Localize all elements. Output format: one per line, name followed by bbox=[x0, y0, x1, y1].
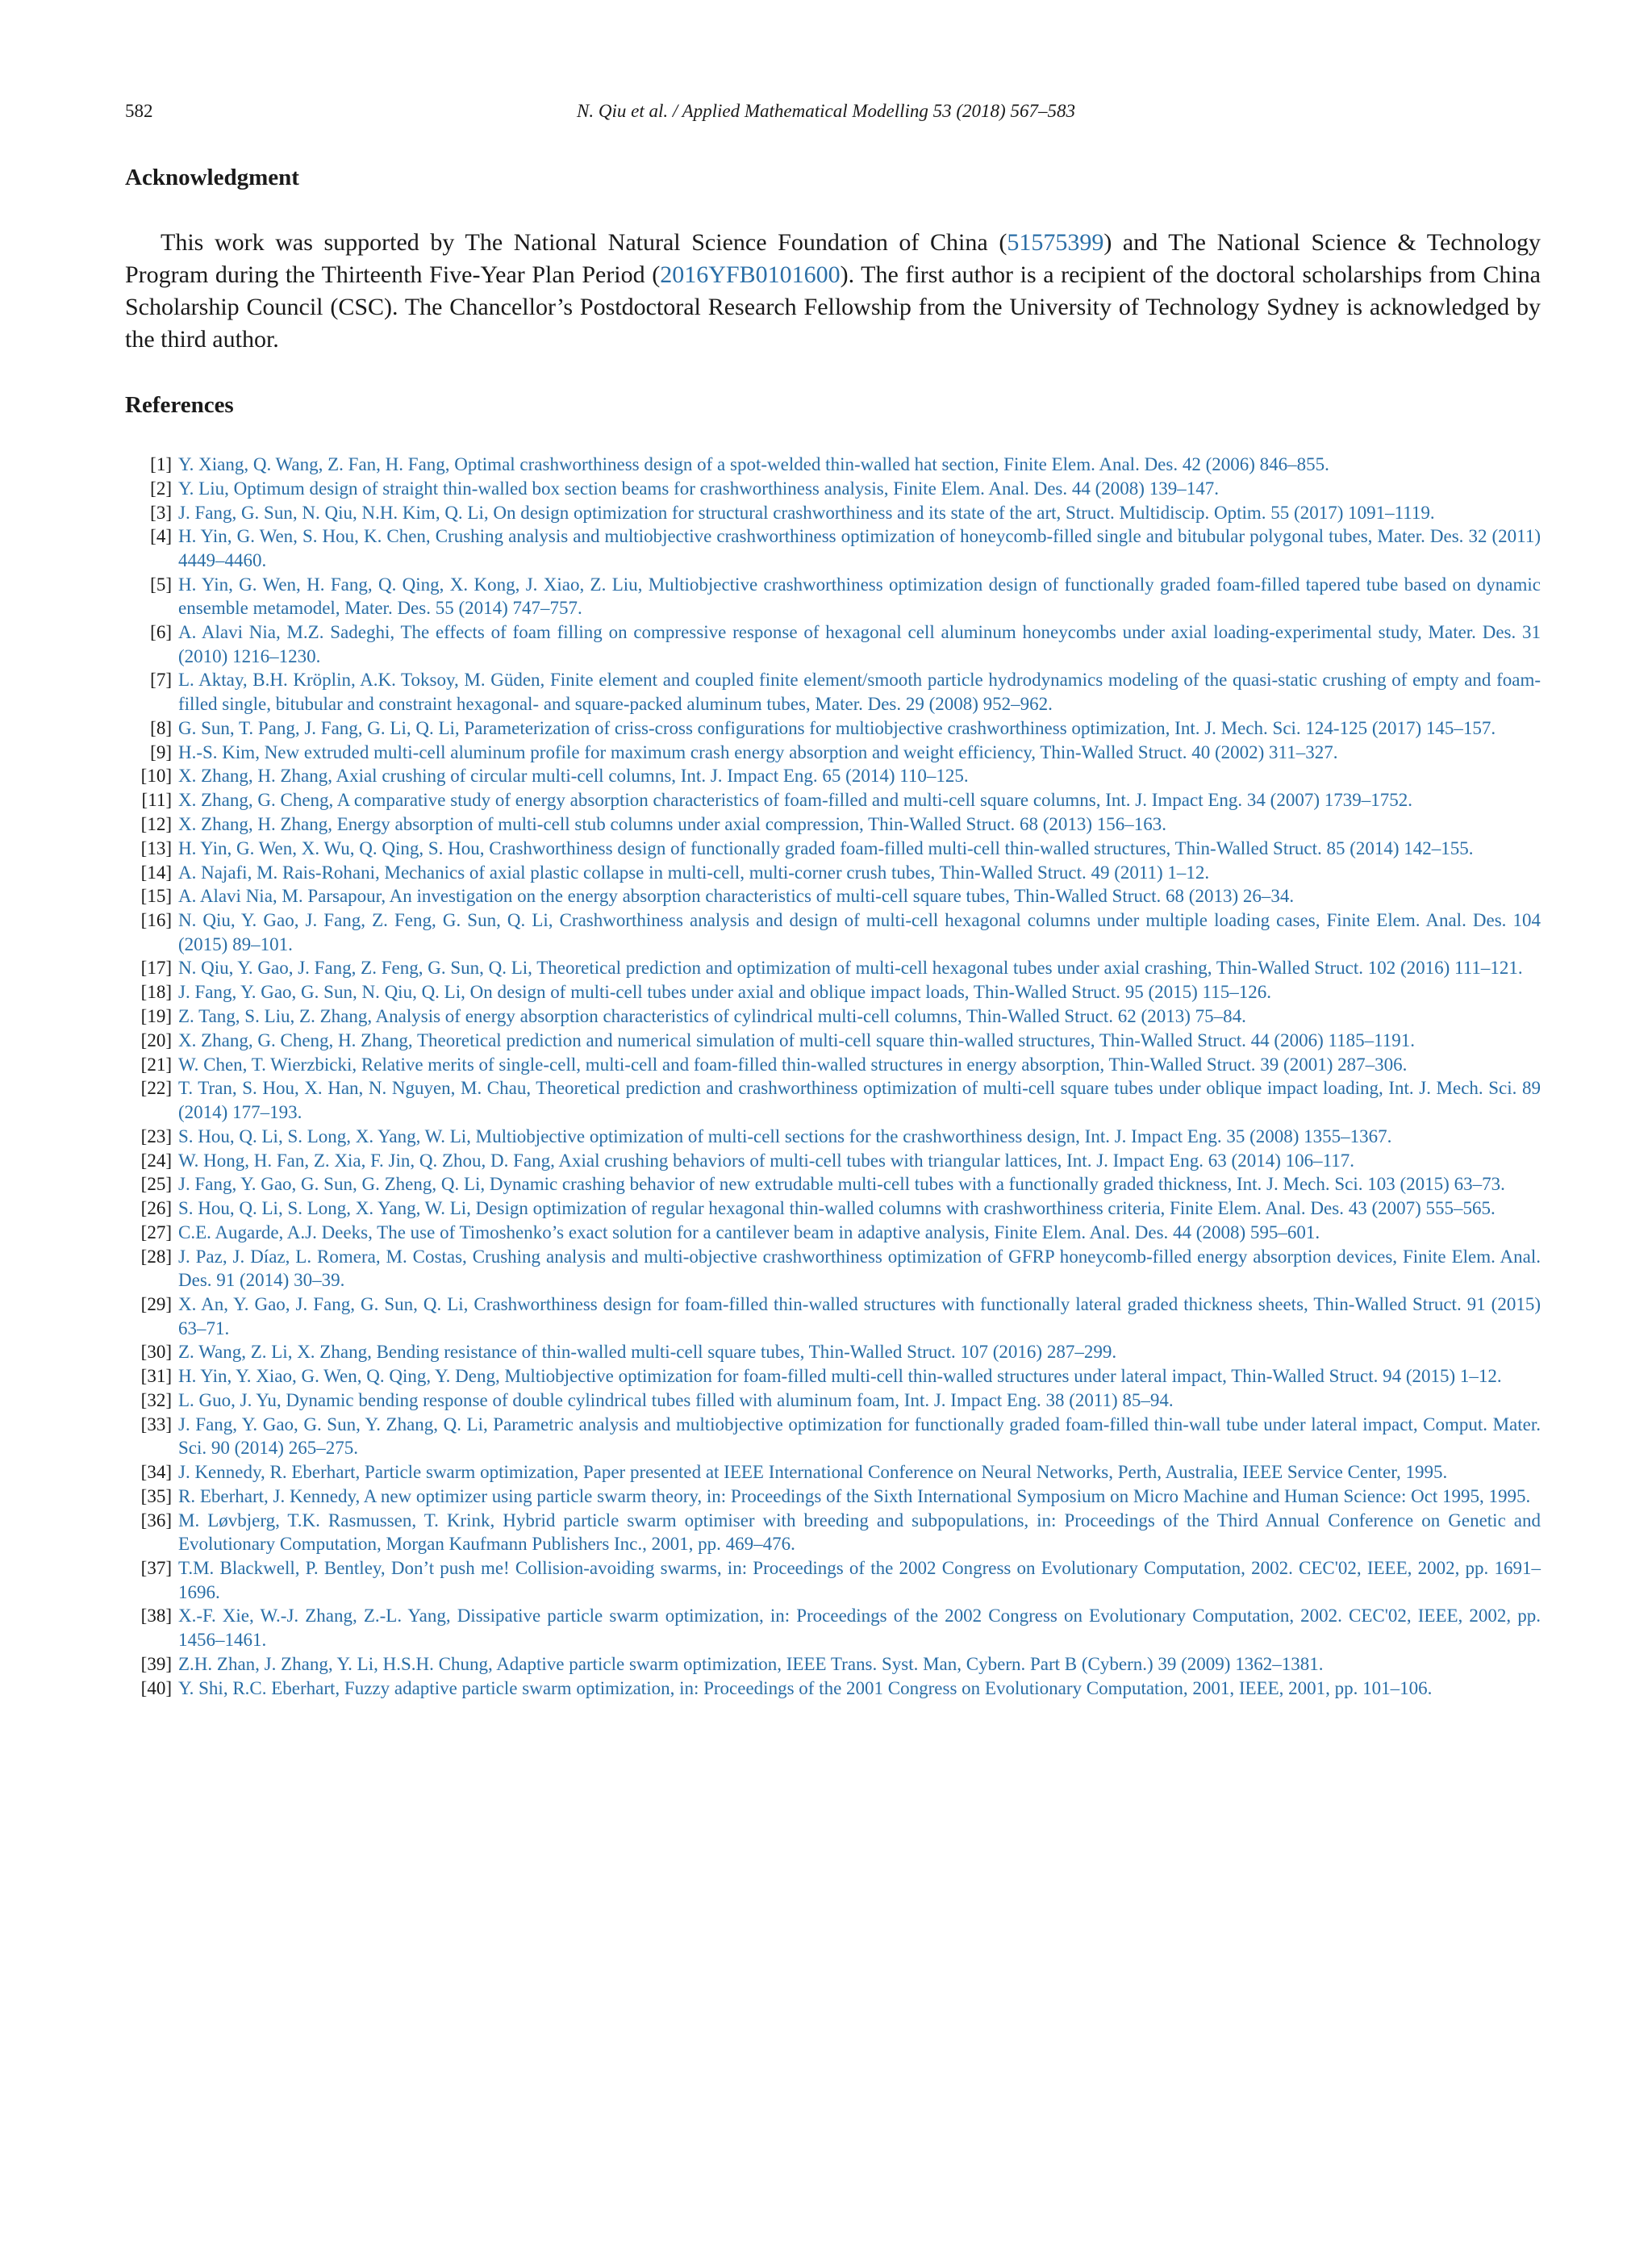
reference-link[interactable]: Y. Xiang, Q. Wang, Z. Fan, H. Fang, Optimal crashworthiness design of a spot-welded thin-walled hat section, Finite Elem. Anal. Des. 42 (2006) 846–855. bbox=[178, 454, 1329, 474]
reference-item bbox=[125, 1604, 1541, 1652]
reference-item bbox=[125, 573, 1541, 620]
reference-number: [36] bbox=[140, 1510, 172, 1530]
reference-number: [29] bbox=[140, 1294, 172, 1315]
reference-item bbox=[125, 1053, 1541, 1077]
reference-item bbox=[125, 1460, 1541, 1485]
reference-link[interactable]: Z. Wang, Z. Li, X. Zhang, Bending resistance of thin-walled multi-cell square tubes, Thin-Walled Struct. 107 (2016) 287–299. bbox=[178, 1342, 1117, 1363]
reference-link[interactable]: W. Hong, H. Fan, Z. Xia, F. Jin, Q. Zhou, D. Fang, Axial crushing behaviors of multi-cell tubes with triangular lattices, Int. J. Impact Eng. 63 (2014) 106–117. bbox=[178, 1150, 1355, 1171]
reference-number: [34] bbox=[140, 1462, 172, 1483]
reference-number: [3] bbox=[150, 502, 172, 523]
reference-link[interactable]: H. Yin, Y. Xiao, G. Wen, Q. Qing, Y. Deng, Multiobjective optimization for foam-filled multi-cell thin-walled structures under lateral impact, Thin-Walled Struct. 94 (2015) 1–12. bbox=[178, 1366, 1502, 1387]
reference-number: [1] bbox=[150, 454, 172, 474]
reference-number: [33] bbox=[140, 1414, 172, 1434]
reference-item bbox=[125, 501, 1541, 525]
reference-item bbox=[125, 1556, 1541, 1604]
reference-link[interactable]: W. Chen, T. Wierzbicki, Relative merits of single-cell, multi-cell and foam-filled thin-walled structures in energy absorption, Thin-Walled Struct. 39 (2001) 287–306. bbox=[178, 1054, 1408, 1075]
reference-number: [20] bbox=[140, 1029, 172, 1050]
reference-item bbox=[125, 1652, 1541, 1677]
reference-number: [27] bbox=[140, 1221, 172, 1242]
reference-number: [14] bbox=[140, 862, 172, 883]
reference-item bbox=[125, 1292, 1541, 1340]
reference-link[interactable]: L. Guo, J. Yu, Dynamic bending response of double cylindrical tubes filled with aluminum foam, Int. J. Impact Eng. 38 (2011) 85–94. bbox=[178, 1389, 1174, 1410]
reference-link[interactable]: H.-S. Kim, New extruded multi-cell aluminum profile for maximum crash energy absorption and weight efficiency, Thin-Walled Struct. 40 (2002) 311–327. bbox=[178, 741, 1338, 762]
reference-link[interactable]: T. Tran, S. Hou, X. Han, N. Nguyen, M. Chau, Theoretical prediction and crashworthiness optimization of multi-cell square tubes under oblique impact loading, Int. J. Mech. Sci. 89 (2014) 177–193. bbox=[178, 1078, 1541, 1122]
reference-link[interactable]: Y. Liu, Optimum design of straight thin-walled box section beams for crashworthiness analysis, Finite Elem. Anal. Des. 44 (2008) 139–147. bbox=[178, 478, 1219, 499]
ack-text-2: ) and The National Science & Technology Program during the Thirteenth Five-Year Plan Period ( bbox=[125, 229, 1541, 288]
reference-link[interactable]: Z.H. Zhan, J. Zhang, Y. Li, H.S.H. Chung, Adaptive particle swarm optimization, IEEE Trans. Syst. Man, Cybern. Part B (Cybern.) 39 (2009) 1362–1381. bbox=[178, 1653, 1324, 1674]
reference-item bbox=[125, 980, 1541, 1004]
reference-item bbox=[125, 764, 1541, 788]
reference-link[interactable]: R. Eberhart, J. Kennedy, A new optimizer using particle swarm theory, in: Proceedings of the Sixth International Symposium on Micro Machine and Human Science: Oct 1995, 1995. bbox=[178, 1485, 1531, 1506]
reference-item bbox=[125, 837, 1541, 861]
reference-link[interactable]: M. Løvbjerg, T.K. Rasmussen, T. Krink, Hybrid particle swarm optimiser with breeding and subpopulations, in: Proceedings of the Third Annual Conference on Genetic and Evolutionary Computation, Morgan Kaufmann Publishers Inc., 2001, pp. 469–476. bbox=[178, 1510, 1541, 1555]
reference-number: [31] bbox=[140, 1366, 172, 1387]
reference-link[interactable]: X. Zhang, H. Zhang, Energy absorption of multi-cell stub columns under axial compression, Thin-Walled Struct. 68 (2013) 156–163. bbox=[178, 813, 1167, 834]
acknowledgment-heading: Acknowledgment bbox=[125, 165, 299, 190]
reference-number: [4] bbox=[150, 526, 172, 547]
reference-number: [19] bbox=[140, 1006, 172, 1027]
reference-item bbox=[125, 788, 1541, 812]
grant-link-2[interactable]: 2016YFB0101600 bbox=[660, 261, 841, 288]
reference-number: [15] bbox=[140, 886, 172, 907]
reference-number: [8] bbox=[150, 717, 172, 738]
reference-item bbox=[125, 908, 1541, 956]
reference-number: [10] bbox=[140, 766, 172, 787]
reference-number: [12] bbox=[140, 813, 172, 834]
reference-item bbox=[125, 668, 1541, 716]
reference-link[interactable]: J. Fang, Y. Gao, G. Sun, G. Zheng, Q. Li, Dynamic crashing behavior of new extrudable multi-cell tubes with a functionally graded thickness, Int. J. Mech. Sci. 103 (2015) 63–73. bbox=[178, 1174, 1505, 1195]
reference-link[interactable]: J. Paz, J. Díaz, L. Romera, M. Costas, Crushing analysis and multi-objective crashworthiness optimization of GFRP honeycomb-filled energy absorption devices, Finite Elem. Anal. Des. 91 (2014) 30–39. bbox=[178, 1246, 1541, 1291]
reference-link[interactable]: H. Yin, G. Wen, H. Fang, Q. Qing, X. Kong, J. Xiao, Z. Liu, Multiobjective crashworthiness optimization design of functionally graded foam-filled tapered tube based on dynamic ensemble metamodel, Mater. Des. 55 (2014) 747–757. bbox=[178, 574, 1541, 619]
reference-link[interactable]: J. Fang, Y. Gao, G. Sun, Y. Zhang, Q. Li, Parametric analysis and multiobjective optimization for functionally graded foam-filled thin-wall tube under lateral impact, Comput. Mater. Sci. 90 (2014) 265–275. bbox=[178, 1414, 1541, 1459]
reference-number: [22] bbox=[140, 1078, 172, 1099]
reference-number: [32] bbox=[140, 1389, 172, 1410]
reference-item bbox=[125, 1364, 1541, 1388]
reference-item bbox=[125, 1677, 1541, 1701]
reference-item bbox=[125, 1245, 1541, 1292]
reference-item bbox=[125, 1076, 1541, 1124]
ack-text-1: This work was supported by The National Natural Science Foundation of China ( bbox=[161, 229, 1007, 256]
reference-item bbox=[125, 1149, 1541, 1173]
reference-item bbox=[125, 1029, 1541, 1053]
grant-link-1[interactable]: 51575399 bbox=[1007, 229, 1104, 256]
reference-link[interactable]: G. Sun, T. Pang, J. Fang, G. Li, Q. Li, Parameterization of criss-cross configurations for multiobjective crashworthiness optimization, Int. J. Mech. Sci. 124-125 (2017) 145–157. bbox=[178, 717, 1496, 738]
reference-link[interactable]: H. Yin, G. Wen, X. Wu, Q. Qing, S. Hou, Crashworthiness design of functionally graded foam-filled multi-cell thin-walled structures, Thin-Walled Struct. 85 (2014) 142–155. bbox=[178, 837, 1474, 858]
reference-link[interactable]: N. Qiu, Y. Gao, J. Fang, Z. Feng, G. Sun, Q. Li, Crashworthiness analysis and design of multi-cell hexagonal columns under multiple loading cases, Finite Elem. Anal. Des. 104 (2015) 89–101. bbox=[178, 910, 1541, 954]
reference-link[interactable]: X. Zhang, G. Cheng, A comparative study of energy absorption characteristics of foam-filled and multi-cell square columns, Int. J. Impact Eng. 34 (2007) 1739–1752. bbox=[178, 790, 1412, 811]
reference-item bbox=[125, 620, 1541, 668]
reference-link[interactable]: X. Zhang, G. Cheng, H. Zhang, Theoretical prediction and numerical simulation of multi-cell square thin-walled structures, Thin-Walled Struct. 44 (2006) 1185–1191. bbox=[178, 1029, 1416, 1050]
reference-item bbox=[125, 1221, 1541, 1245]
reference-item bbox=[125, 812, 1541, 837]
reference-number: [11] bbox=[141, 790, 172, 811]
reference-item bbox=[125, 453, 1541, 477]
reference-link[interactable]: X. Zhang, H. Zhang, Axial crushing of circular multi-cell columns, Int. J. Impact Eng. 65 (2014) 110–125. bbox=[178, 766, 969, 787]
reference-item bbox=[125, 524, 1541, 572]
reference-number: [28] bbox=[140, 1246, 172, 1267]
reference-item bbox=[125, 716, 1541, 741]
reference-link[interactable]: T.M. Blackwell, P. Bentley, Don’t push me! Collision-avoiding swarms, in: Proceedings of the 2002 Congress on Evolutionary Computation, 2002. CEC'02, IEEE, 2002, pp. 1691–1696. bbox=[178, 1558, 1541, 1602]
acknowledgment-paragraph bbox=[125, 227, 1541, 356]
reference-link[interactable]: X.-F. Xie, W.-J. Zhang, Z.-L. Yang, Dissipative particle swarm optimization, in: Proceedings of the 2002 Congress on Evolutionary Computation, 2002. CEC'02, IEEE, 2002, pp. 1456–1461. bbox=[178, 1606, 1541, 1651]
reference-item bbox=[125, 884, 1541, 908]
running-head: N. Qiu et al. / Applied Mathematical Modelling 53 (2018) 567–583 bbox=[577, 101, 1075, 121]
reference-number: [5] bbox=[150, 574, 172, 595]
reference-item bbox=[125, 1125, 1541, 1149]
reference-number: [40] bbox=[140, 1677, 172, 1698]
reference-link[interactable]: S. Hou, Q. Li, S. Long, X. Yang, W. Li, Design optimization of regular hexagonal thin-walled columns with crashworthiness criteria, Finite Elem. Anal. Des. 43 (2007) 555–565. bbox=[178, 1198, 1496, 1219]
reference-item bbox=[125, 861, 1541, 885]
reference-item bbox=[125, 1004, 1541, 1029]
reference-number: [25] bbox=[140, 1174, 172, 1195]
reference-number: [9] bbox=[150, 741, 172, 762]
reference-number: [6] bbox=[150, 622, 172, 643]
reference-number: [30] bbox=[140, 1342, 172, 1363]
reference-item bbox=[125, 1196, 1541, 1221]
reference-link[interactable]: L. Aktay, B.H. Kröplin, A.K. Toksoy, M. Güden, Finite element and coupled finite element/smooth particle hydrodynamics modeling of the quasi-static crushing of empty and foam-filled single, bitubular and constraint hexagonal- and square-packed aluminum tubes, Mater. Des. 29 (2008) 952–962. bbox=[178, 670, 1541, 715]
reference-number: [39] bbox=[140, 1653, 172, 1674]
reference-item bbox=[125, 1413, 1541, 1460]
reference-number: [21] bbox=[140, 1054, 172, 1075]
reference-number: [35] bbox=[140, 1485, 172, 1506]
reference-link[interactable]: Z. Tang, S. Liu, Z. Zhang, Analysis of energy absorption characteristics of cylindrical multi-cell columns, Thin-Walled Struct. 62 (2013) 75–84. bbox=[178, 1006, 1246, 1027]
reference-item bbox=[125, 1340, 1541, 1364]
reference-item bbox=[125, 1172, 1541, 1196]
reference-number: [24] bbox=[140, 1150, 172, 1171]
reference-number: [37] bbox=[140, 1558, 172, 1579]
reference-link[interactable]: A. Alavi Nia, M.Z. Sadeghi, The effects of foam filling on compressive response of hexagonal cell aluminum honeycombs under axial loading-experimental study, Mater. Des. 31 (2010) 1216–1230. bbox=[178, 622, 1541, 666]
reference-number: [18] bbox=[140, 982, 172, 1003]
reference-item bbox=[125, 477, 1541, 501]
reference-item bbox=[125, 1388, 1541, 1413]
reference-number: [16] bbox=[140, 910, 172, 931]
reference-link[interactable]: N. Qiu, Y. Gao, J. Fang, Z. Feng, G. Sun, Q. Li, Theoretical prediction and optimization of multi-cell hexagonal tubes under axial crashing, Thin-Walled Struct. 102 (2016) 111–121. bbox=[178, 958, 1523, 979]
reference-link[interactable]: Y. Shi, R.C. Eberhart, Fuzzy adaptive particle swarm optimization, in: Proceedings of the 2001 Congress on Evolutionary Computation, 2001, IEEE, 2001, pp. 101–106. bbox=[178, 1677, 1433, 1698]
reference-link[interactable]: A. Alavi Nia, M. Parsapour, An investigation on the energy absorption characteristics of multi-cell square tubes, Thin-Walled Struct. 68 (2013) 26–34. bbox=[178, 886, 1295, 907]
reference-item bbox=[125, 1509, 1541, 1556]
reference-number: [7] bbox=[150, 670, 172, 691]
reference-number: [38] bbox=[140, 1606, 172, 1627]
page-number: 582 bbox=[125, 101, 153, 121]
reference-number: [23] bbox=[140, 1125, 172, 1146]
reference-number: [2] bbox=[150, 478, 172, 499]
reference-link[interactable]: J. Fang, Y. Gao, G. Sun, N. Qiu, Q. Li, On design of multi-cell tubes under axial and oblique impact loads, Thin-Walled Struct. 95 (2015) 115–126. bbox=[178, 982, 1271, 1003]
reference-link[interactable]: J. Kennedy, R. Eberhart, Particle swarm optimization, Paper presented at IEEE International Conference on Neural Networks, Perth, Australia, IEEE Service Center, 1995. bbox=[178, 1462, 1448, 1483]
reference-item bbox=[125, 956, 1541, 980]
references-heading: References bbox=[125, 392, 234, 418]
reference-number: [17] bbox=[140, 958, 172, 979]
reference-list bbox=[125, 453, 1541, 1700]
reference-link[interactable]: X. An, Y. Gao, J. Fang, G. Sun, Q. Li, Crashworthiness design for foam-filled thin-walled structures with functionally lateral graded thickness sheets, Thin-Walled Struct. 91 (2015) 63–71. bbox=[178, 1294, 1541, 1338]
ack-text-3: ). The first author is a recipient of the doctoral scholarships from China Scholarship Council (CSC). The Chancellor’s Postdoctoral Research Fellowship from the University of Technology Sydney is acknowledged by the third author. bbox=[125, 261, 1541, 353]
reference-item bbox=[125, 1485, 1541, 1509]
reference-item bbox=[125, 741, 1541, 765]
reference-link[interactable]: C.E. Augarde, A.J. Deeks, The use of Timoshenko’s exact solution for a cantilever beam in adaptive analysis, Finite Elem. Anal. Des. 44 (2008) 595–601. bbox=[178, 1221, 1320, 1242]
reference-link[interactable]: H. Yin, G. Wen, S. Hou, K. Chen, Crushing analysis and multiobjective crashworthiness optimization of honeycomb-filled single and bitubular polygonal tubes, Mater. Des. 32 (2011) 4449–4460. bbox=[178, 526, 1541, 570]
reference-link[interactable]: A. Najafi, M. Rais-Rohani, Mechanics of axial plastic collapse in multi-cell, multi-corner crush tubes, Thin-Walled Struct. 49 (2011) 1–12. bbox=[178, 862, 1210, 883]
reference-link[interactable]: S. Hou, Q. Li, S. Long, X. Yang, W. Li, Multiobjective optimization of multi-cell sections for the crashworthiness design, Int. J. Impact Eng. 35 (2008) 1355–1367. bbox=[178, 1125, 1392, 1146]
reference-number: [13] bbox=[140, 837, 172, 858]
reference-link[interactable]: J. Fang, G. Sun, N. Qiu, N.H. Kim, Q. Li, On design optimization for structural crashworthiness and its state of the art, Struct. Multidiscip. Optim. 55 (2017) 1091–1119. bbox=[178, 502, 1435, 523]
reference-number: [26] bbox=[140, 1198, 172, 1219]
